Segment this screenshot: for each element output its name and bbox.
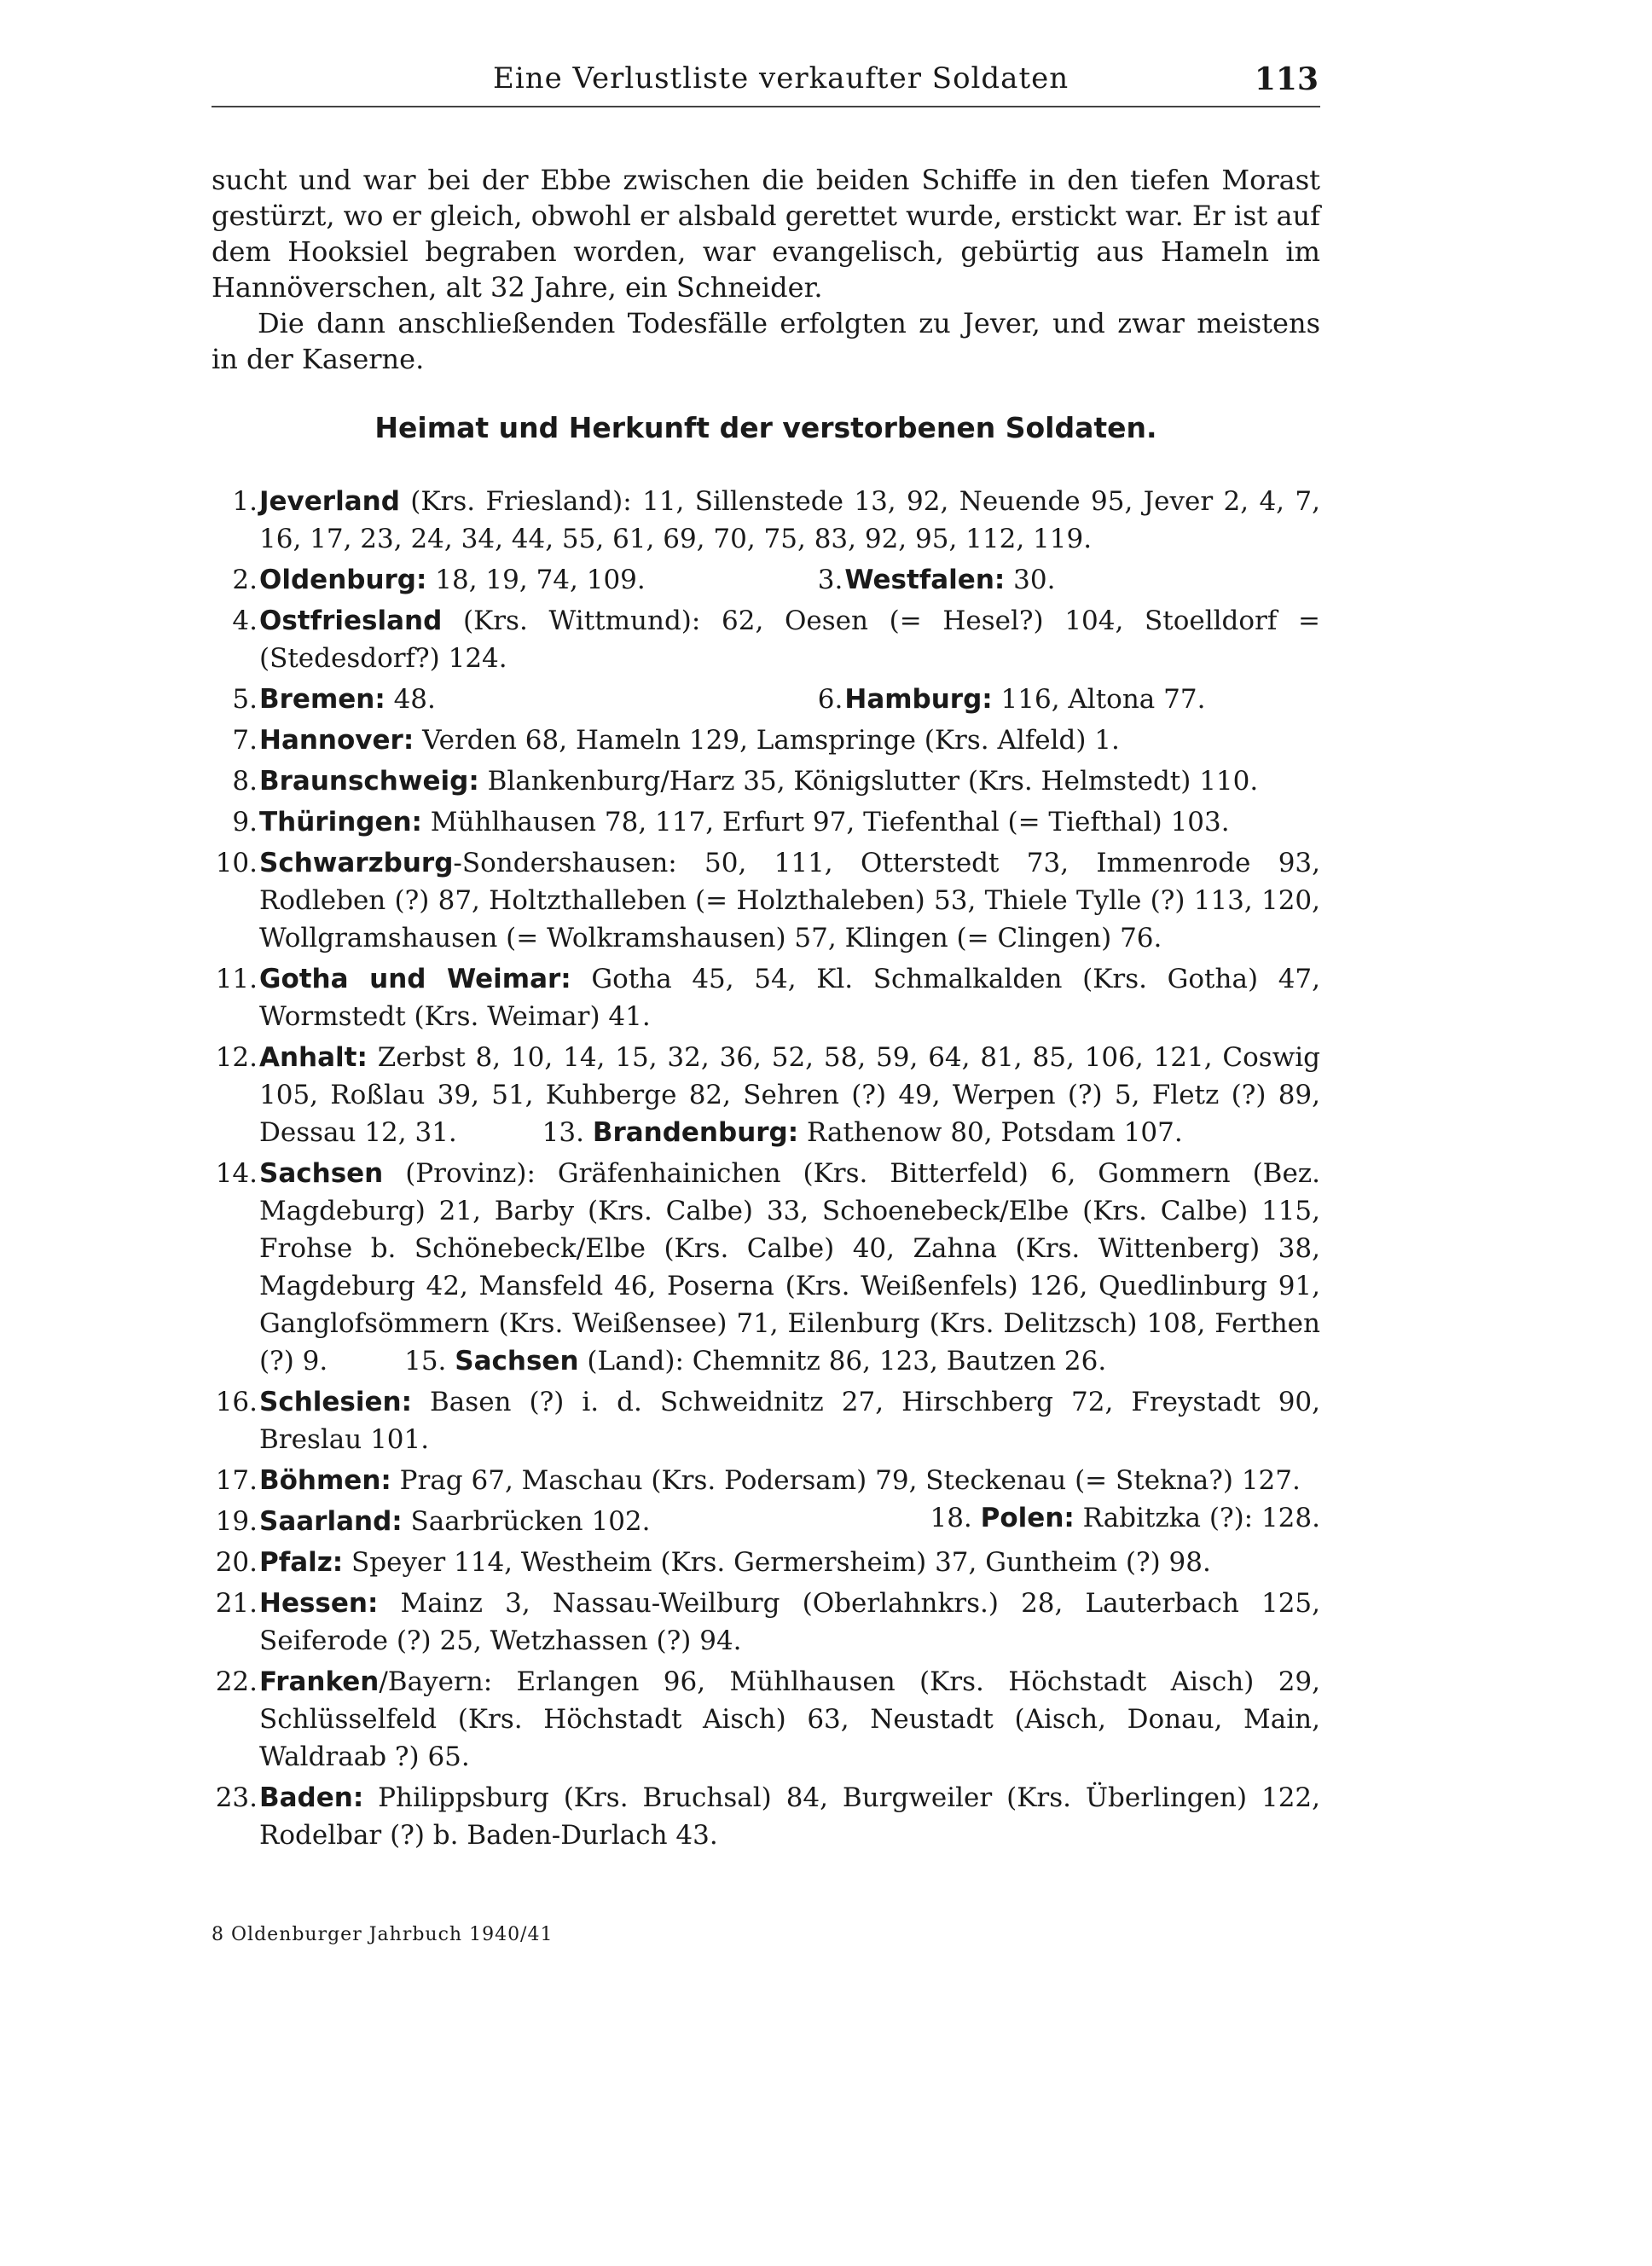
item-text: Rathenow 80, Potsdam 107. (798, 1117, 1183, 1148)
item-text: /Bayern: Erlangen 96, Mühlhausen (Krs. Höchstadt Aisch) 29, Schlüsselfeld (Krs. Höchstadt Aisch) 63, Neustadt (Aisch, Donau, Main, Waldraab ?) 65. (259, 1666, 1320, 1772)
list-item (212, 561, 797, 599)
region-name: Böhmen: (259, 1465, 391, 1496)
item-number: 20. (215, 1547, 258, 1578)
region-name: Braunschweig: (259, 766, 479, 797)
list-item (212, 1663, 1320, 1776)
region-name: Westfalen: (844, 565, 1006, 595)
item-number: 10. (215, 848, 258, 878)
origin-list (212, 483, 1320, 1857)
list-item (212, 1544, 1320, 1581)
list-item (212, 1383, 1320, 1458)
item-number: 21. (215, 1588, 258, 1619)
header-rule (212, 106, 1320, 107)
region-name: Baden: (259, 1782, 364, 1813)
item-text: Gotha 45, 54, Kl. Schmalkalden (Krs. Gotha) 47, Wormstedt (Krs. Weimar) 41. (259, 964, 1320, 1032)
list-item (212, 681, 797, 718)
list-item (212, 1039, 1320, 1151)
item-number: 8. (232, 766, 258, 797)
region-name: Hamburg: (844, 684, 993, 715)
item-number: 17. (215, 1465, 258, 1496)
list-item (212, 602, 1320, 677)
list-item (212, 1155, 1320, 1380)
region-name: Hessen: (259, 1588, 379, 1619)
item-number: 12. (215, 1042, 258, 1073)
item-text: Zerbst 8, 10, 14, 15, 32, 36, 52, 58, 59, 64, 81, 85, 106, 121, Coswig 105, Roßlau 39, 51, Kuhberge 82, Sehren (?) 49, Werpen (?) 5, Fletz (?) 89, Dessau 12, 31. (259, 1042, 1320, 1148)
region-name: Sachsen (455, 1346, 579, 1376)
list-item (212, 960, 1320, 1035)
region-name: Oldenburg: (259, 565, 427, 595)
region-name: Anhalt: (259, 1042, 368, 1073)
item-number: 15. (404, 1346, 447, 1376)
list-item (797, 681, 1320, 718)
region-name: Schwarzburg (259, 848, 454, 878)
item-number: 18. (930, 1503, 972, 1533)
region-name: Saarland: (259, 1506, 403, 1537)
item-number: 16. (215, 1387, 258, 1417)
item-number: 6. (817, 684, 843, 715)
list-item (212, 1585, 1320, 1660)
item-text: 30. (1005, 565, 1056, 595)
item-text: 116, Altona 77. (992, 684, 1206, 715)
region-name: Franken (259, 1666, 380, 1697)
item-text: Prag 67, Maschau (Krs. Podersam) 79, Steckenau (= Stekna?) 127. (391, 1465, 1301, 1496)
intro-paragraph: sucht und war bei der Ebbe zwischen die beiden Schiffe in den tiefen Morast gestürzt, wo er gleich, obwohl er alsbald gerettet wurde, erstickt war. Er ist auf dem Hooksiel begraben worden, war evangelisch, gebürtig aus Hameln im Hannöverschen, alt 32 Jahre, ein Schneider. (212, 164, 1320, 304)
list-item-inline (404, 1346, 1106, 1376)
item-text: Blankenburg/Harz 35, Königslutter (Krs. Helmstedt) 110. (478, 766, 1259, 797)
page-number: 113 (1254, 61, 1319, 97)
region-name: Bremen: (259, 684, 385, 715)
list-item (212, 1503, 1320, 1540)
list-item-pair (212, 561, 1320, 599)
region-name: Polen: (980, 1503, 1075, 1533)
item-number: 11. (215, 964, 258, 994)
item-text: -Sondershausen: 50, 111, Otterstedt 73, Immenrode 93, Rodleben (?) 87, Holtzthalleben (= Holzthaleben) 53, Thiele Tylle (?) 113, 120, Wollgramshausen (= Wolkramshausen) 57, Klingen (= Clingen) 76. (259, 848, 1320, 953)
list-item (212, 483, 1320, 558)
list-item (797, 561, 1320, 599)
list-item (212, 722, 1320, 759)
region-name: Schlesien: (259, 1387, 412, 1417)
intro-text (212, 162, 1320, 377)
item-text: (Krs. Friesland): 11, Sillenstede 13, 92, Neuende 95, Jever 2, 4, 7, 16, 17, 23, 24, 34, 44, 55, 61, 69, 70, 75, 83, 92, 95, 112, 119. (259, 486, 1320, 554)
item-text: Mühlhausen 78, 117, Erfurt 97, Tiefenthal (= Tiefthal) 103. (421, 807, 1230, 837)
item-text: (Krs. Wittmund): 62, Oesen (= Hesel?) 104, Stoelldorf = (Stedesdorf?) 124. (259, 606, 1320, 674)
region-name: Gotha und Weimar: (259, 964, 571, 994)
item-number: 5. (232, 684, 258, 715)
item-text: (Land): Chemnitz 86, 123, Bautzen 26. (578, 1346, 1107, 1376)
region-name: Sachsen (259, 1158, 384, 1189)
region-name: Brandenburg: (592, 1117, 799, 1148)
item-text: Philippsburg (Krs. Bruchsal) 84, Burgweiler (Krs. Überlingen) 122, Rodelbar (?) b. Baden-Durlach 43. (259, 1782, 1320, 1851)
item-number: 4. (232, 606, 258, 636)
item-number: 3. (817, 565, 843, 595)
list-item (212, 803, 1320, 841)
item-text: (Provinz): Gräfenhainichen (Krs. Bitterfeld) 6, Gommern (Bez. Magdeburg) 21, Barby (Krs. Calbe) 33, Schoenebeck/Elbe (Krs. Calbe) 115, Frohse b. Schönebeck/Elbe (Krs. Calbe) 40, Zahna (Krs. Wittenberg) 38, Magdeburg 42, Mansfeld 46, Poserna (Krs. Weißenfels) 126, Quedlinburg 91, Ganglofsömmern (Krs. Weißensee) 71, Eilenburg (Krs. Delitzsch) 108, Ferthen (?) 9. (259, 1158, 1320, 1376)
item-text: Verden 68, Hameln 129, Lamspringe (Krs. Alfeld) 1. (414, 725, 1120, 756)
item-text: Rabitzka (?): 128. (1074, 1503, 1320, 1533)
region-name: Hannover: (259, 725, 414, 756)
item-number: 22. (215, 1666, 258, 1697)
running-head (212, 61, 1320, 104)
item-text: Speyer 114, Westheim (Krs. Germersheim) 37, Guntheim (?) 98. (343, 1547, 1211, 1578)
item-number: 2. (232, 565, 258, 595)
intro-paragraph: Die dann anschließenden Todesfälle erfolgten zu Jever, und zwar meistens in der Kaserne. (212, 307, 1320, 375)
region-name: Ostfriesland (259, 606, 443, 636)
list-item-inline (542, 1117, 1183, 1148)
item-number: 9. (232, 807, 258, 837)
item-text: Mainz 3, Nassau-Weilburg (Oberlahnkrs.) 28, Lauterbach 125, Seiferode (?) 25, Wetzhassen (?) 94. (259, 1588, 1320, 1656)
item-text: 48. (385, 684, 436, 715)
list-item (212, 1779, 1320, 1854)
region-name: Jeverland (259, 486, 400, 517)
region-name: Pfalz: (259, 1547, 344, 1578)
footer-signature: 8 Oldenburger Jahrbuch 1940/41 (212, 1924, 554, 1945)
region-name: Thüringen: (259, 807, 422, 837)
item-number: 19. (215, 1506, 258, 1537)
item-number: 23. (215, 1782, 258, 1813)
item-text: Basen (?) i. d. Schweidnitz 27, Hirschberg 72, Freystadt 90, Breslau 101. (259, 1387, 1320, 1455)
item-text: 18, 19, 74, 109. (426, 565, 646, 595)
list-item-pair (212, 681, 1320, 718)
item-text: Saarbrücken 102. (402, 1506, 651, 1537)
item-number: 13. (542, 1117, 584, 1148)
section-title: Heimat und Herkunft der verstorbenen Soldaten. (374, 411, 1157, 444)
list-item (212, 844, 1320, 957)
item-number: 14. (215, 1158, 258, 1189)
item-number: 7. (232, 725, 258, 756)
item-number: 1. (232, 486, 258, 517)
running-title: Eine Verlustliste verkaufter Soldaten (493, 61, 1069, 96)
list-item (212, 762, 1320, 800)
